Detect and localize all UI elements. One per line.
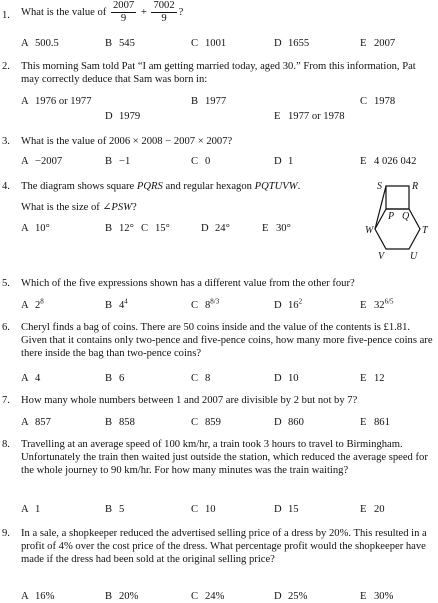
option-c: C 10 xyxy=(191,504,216,515)
answer-options xyxy=(21,155,434,168)
option-e: E 1977 or 1978 xyxy=(274,111,345,122)
option-d: D 25% xyxy=(274,591,308,602)
label-u: U xyxy=(410,251,418,262)
option-d: D 860 xyxy=(274,417,304,428)
question-number: 5. xyxy=(2,278,10,289)
option-a: A 10° xyxy=(21,223,50,234)
option-e: E 861 xyxy=(360,417,390,428)
square-pqrs xyxy=(386,186,409,209)
option-d: D 10 xyxy=(274,373,299,384)
option-d: D 24° xyxy=(201,223,230,234)
fraction-2: $\frac{7002}{9}$ xyxy=(153,0,175,24)
option-b: B 6 xyxy=(105,373,125,384)
answer-options xyxy=(21,37,434,50)
option-e: E 2007 xyxy=(360,38,396,49)
option-d: D 1655 xyxy=(274,38,310,49)
option-b: B 1977 xyxy=(191,96,227,107)
option-b: B 5 xyxy=(105,504,125,515)
question-number: 8. xyxy=(2,439,10,450)
label-r: R xyxy=(412,181,419,192)
label-v: V xyxy=(378,251,385,262)
option-a: A 500.5 xyxy=(21,38,59,49)
option-c: C 0 xyxy=(191,156,211,167)
answer-options xyxy=(21,372,434,385)
answer-options xyxy=(21,299,434,312)
option-e: E 12 xyxy=(360,373,385,384)
label-t: T xyxy=(422,225,428,236)
option-e: E 30° xyxy=(262,223,291,234)
question-number: 3. xyxy=(2,136,10,147)
option-b: B 545 xyxy=(105,38,135,49)
option-c: C 859 xyxy=(191,417,221,428)
option-d: D 1 xyxy=(274,156,294,167)
answer-options-row-2 xyxy=(21,110,434,123)
line-ws xyxy=(375,186,386,229)
option-d: D 1979 xyxy=(105,111,141,122)
question-text: In a sale, a shopkeeper reduced the advertised selling price of a dress by 20%. This resulted in a profit of 4% over the cost price of the dress. What percentage profit would the shopkeeper have made if the dress had been sold at the original selling price? xyxy=(21,528,427,565)
option-a: A 1976 or 1977 xyxy=(21,96,92,107)
option-b: B 858 xyxy=(105,417,135,428)
question-text: Travelling at an average speed of 100 km/hr, a train took 3 hours to travel to Birmingham. Unfortunately the train then waited just outside the station, which reduced the average speed for the whole journey to 90 km/hr. For how many minutes was the train waiting? xyxy=(21,439,428,476)
option-e: E 20 xyxy=(360,504,385,515)
option-c: C 1978 xyxy=(360,96,396,107)
question-text: The diagram shows square PQRS and regular hexagon PQTUVW. xyxy=(21,181,301,192)
question-subtext: What is the size of ∠PSW? xyxy=(21,202,137,213)
question-text: Which of the five expressions shown has a different value from the other four? xyxy=(21,278,355,289)
question-number: 6. xyxy=(2,322,10,333)
answer-options xyxy=(21,416,434,429)
option-c: C 1001 xyxy=(191,38,227,49)
label-w: W xyxy=(365,225,374,236)
label-s: S xyxy=(377,181,382,192)
option-b: B −1 xyxy=(105,156,131,167)
option-e: E $32^{6/5}$ xyxy=(360,297,394,311)
question-number: 1. xyxy=(2,10,10,21)
option-e: E 4 026 042 xyxy=(360,156,417,167)
question-number: 9. xyxy=(2,528,10,539)
fraction-1: $\frac{2007}{9}$ xyxy=(112,0,135,24)
label-p: P xyxy=(388,211,395,222)
option-a: A 857 xyxy=(21,417,51,428)
option-e: E 30% xyxy=(360,591,394,602)
option-b: B 20% xyxy=(105,591,139,602)
question-text: Cheryl finds a bag of coins. There are 50 coins inside and the value of the contents is £1.81. Given that it contains only two-pence and five-pence coins, how many more five-pence coins are there inside the bag than two-pence coins? xyxy=(21,322,433,359)
option-a: A −2007 xyxy=(21,156,63,167)
question-text: What is the value of $\frac{2007}{9}$ + $\frac{7002}{9}$ ? xyxy=(21,0,184,24)
option-b: B 12° xyxy=(105,223,134,234)
question-text: What is the value of 2006 × 2008 − 2007 × 2007? xyxy=(21,136,233,147)
option-b: B $4^4$ xyxy=(105,297,128,311)
option-a: A $2^8$ xyxy=(21,297,44,311)
answer-options xyxy=(21,95,434,108)
question-number: 7. xyxy=(2,395,10,406)
label-q: Q xyxy=(402,211,410,222)
question-number: 2. xyxy=(2,61,10,72)
option-c: C 8 xyxy=(191,373,211,384)
question-text: How many whole numbers between 1 and 2007 are divisible by 2 but not by 7? xyxy=(21,395,358,406)
option-c: C $8^{8/3}$ xyxy=(191,297,220,311)
option-a: A 1 xyxy=(21,504,41,515)
question-number: 4. xyxy=(2,181,10,192)
square-hexagon-diagram xyxy=(364,179,436,265)
option-c: C 15° xyxy=(141,223,170,234)
option-d: D $16^2$ xyxy=(274,297,303,311)
question-text: This morning Sam told Pat “I am getting married today, aged 30.” From this information, Pat may correctly deduce that Sam was born in: xyxy=(21,61,416,85)
answer-options xyxy=(21,590,434,603)
option-a: A 16% xyxy=(21,591,55,602)
option-c: C 24% xyxy=(191,591,225,602)
answer-options xyxy=(21,503,434,516)
option-a: A 4 xyxy=(21,373,41,384)
option-d: D 15 xyxy=(274,504,299,515)
hexagon-pqtuvw xyxy=(375,209,420,249)
